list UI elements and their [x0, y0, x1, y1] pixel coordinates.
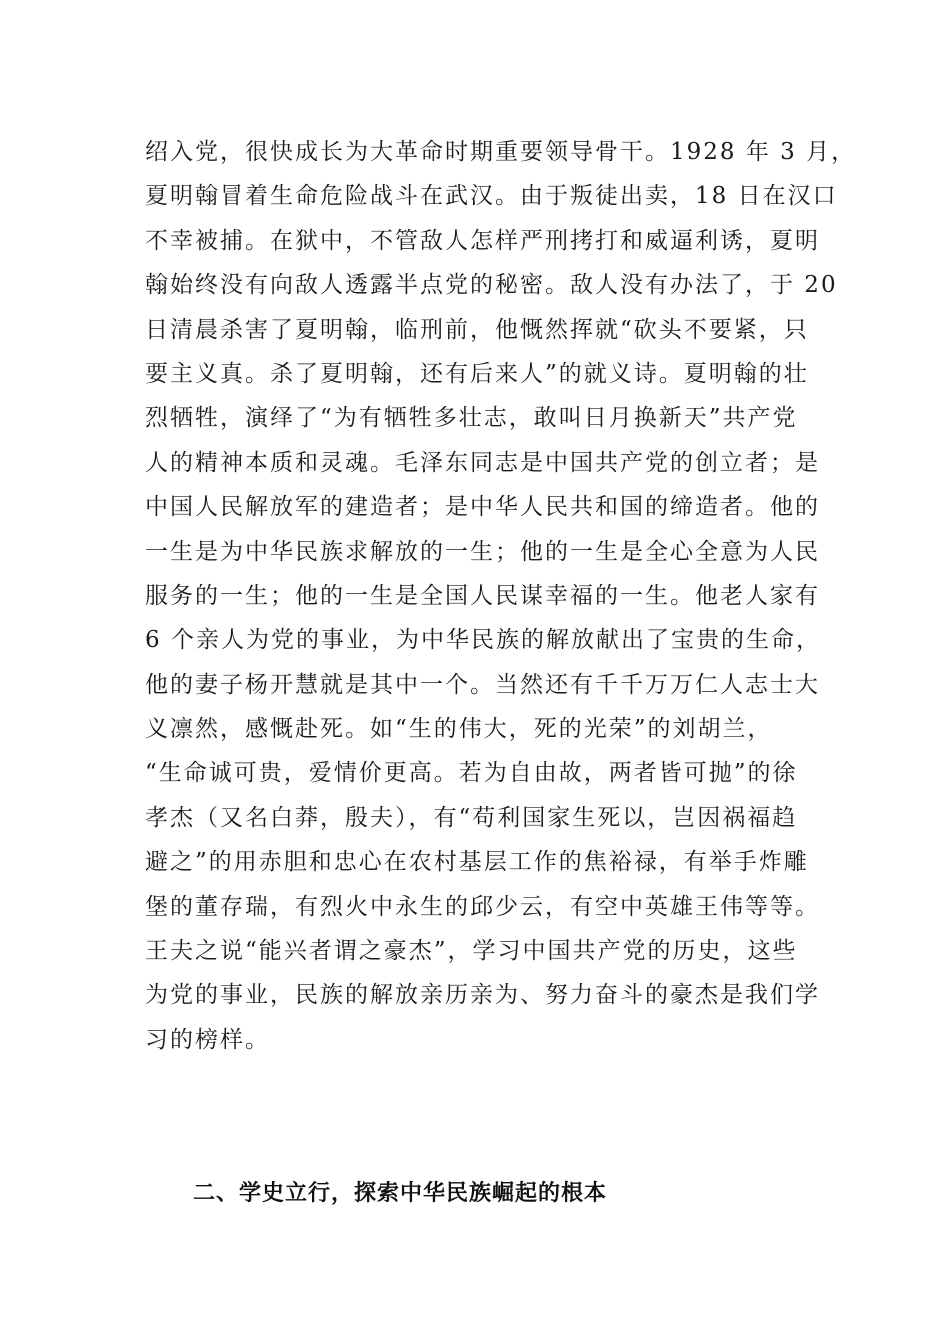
- paragraph-line: 他的妻子杨开慧就是其中一个。当然还有千千万万仁人志士大: [145, 671, 820, 698]
- paragraph-line: 服务的一生；他的一生是全国人民谋幸福的一生。他老人家有: [145, 582, 820, 609]
- paragraph-line: 义凛然，感慨赴死。如“生的伟大，死的光荣”的刘胡兰，: [145, 716, 773, 743]
- paragraph-line: 烈牺牲，演绎了“为有牺牲多壮志，敢叫日月换新天”共产党: [145, 405, 798, 432]
- paragraph-line: 日清晨杀害了夏明翰，临刑前，他慨然挥就“砍头不要紧，只: [145, 316, 809, 343]
- paragraph-line: 堡的董存瑞，有烈火中永生的邱少云，有空中英雄王伟等等。: [145, 893, 820, 920]
- paragraph-line: 夏明翰冒着生命危险战斗在武汉。由于叛徒出卖，18 日在汉口: [145, 183, 838, 210]
- paragraph-line: 一生是为中华民族求解放的一生；他的一生是全心全意为人民: [145, 538, 820, 565]
- paragraph-line: 翰始终没有向敌人透露半点党的秘密。敌人没有办法了，于 20: [145, 272, 838, 299]
- paragraph-line: 绍入党，很快成长为大革命时期重要领导骨干。1928 年 3 月，: [145, 139, 857, 165]
- paragraph-line: 要主义真。杀了夏明翰，还有后来人”的就义诗。夏明翰的壮: [145, 360, 809, 387]
- paragraph-line: “生命诚可贵，爱情价更高。若为自由故，两者皆可抛”的徐: [145, 760, 798, 787]
- paragraph-line: 为党的事业，民族的解放亲历亲为、努力奋斗的豪杰是我们学: [145, 982, 820, 1009]
- section-heading: 二、学史立行，探索中华民族崛起的根本: [193, 1181, 608, 1206]
- paragraph-line: 中国人民解放军的建造者；是中华人民共和国的缔造者。他的: [145, 494, 820, 521]
- paragraph-line: 孝杰（又名白莽，殷夫），有“苟利国家生死以，岂因祸福趋: [145, 804, 798, 831]
- paragraph-line: 王夫之说“能兴者谓之豪杰”，学习中国共产党的历史，这些: [145, 938, 798, 965]
- paragraph-line: 人的精神本质和灵魂。毛泽东同志是中国共产党的创立者；是: [145, 449, 820, 476]
- paragraph-line: 避之”的用赤胆和忠心在农村基层工作的焦裕禄，有举手炸雕: [145, 849, 809, 876]
- paragraph-line: 6 个亲人为党的事业，为中华民族的解放献出了宝贵的生命，: [145, 627, 821, 654]
- paragraph-line: 习的榜样。: [145, 1026, 270, 1053]
- body-paragraph: [145, 130, 857, 1062]
- paragraph-line: 不幸被捕。在狱中，不管敌人怎样严刑拷打和威逼利诱，夏明: [145, 227, 820, 254]
